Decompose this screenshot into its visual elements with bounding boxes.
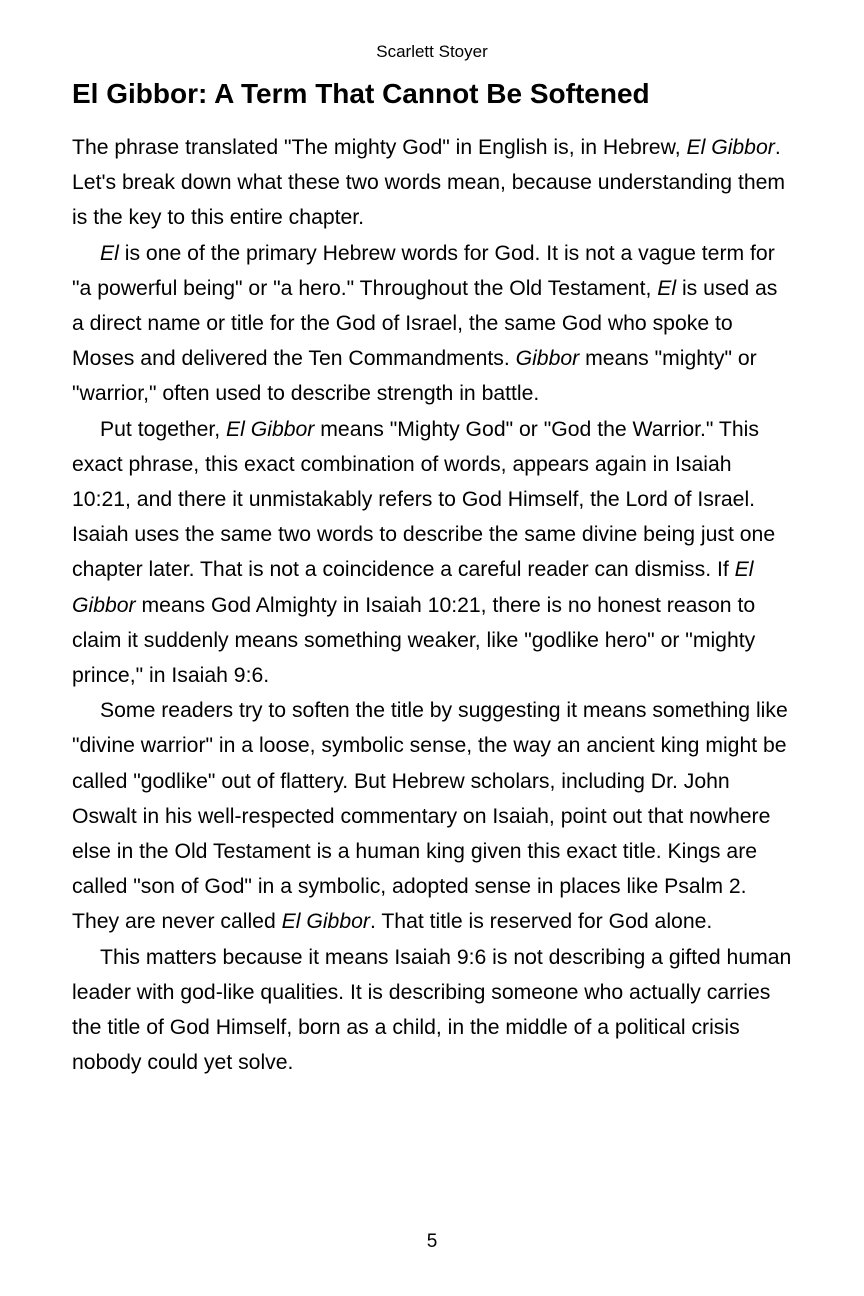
italic-term: Gibbor bbox=[515, 347, 580, 371]
paragraph: Some readers try to soften the title by suggesting it means something like "divine warrior" in a loose, symbolic sense, the way an ancient king might be called "godlike" out of flattery. But Hebrew scholars, including Dr. John Oswalt in his well-respected commentary on Isaiah, point out that nowhere else in the Old Testament is a human king given this exact title. Kings are called "son of God" in a symbolic, adopted sense in places like Psalm 2. They are never called El Gibbor. That title is reserved for God alone. bbox=[72, 699, 788, 934]
italic-term: El bbox=[100, 241, 119, 265]
paragraph: El is one of the primary Hebrew words for God. It is not a vague term for "a powerful being" or "a hero." Throughout the Old Testament, El is used as a direct name or title for the God of Israel, the same God who spoke to Moses and delivered the Ten Commandments. Gibbor means "mighty" or "warrior," often used to describe strength in battle. bbox=[72, 241, 778, 406]
paragraph: This matters because it means Isaiah 9:6 is not describing a gifted human leader with god-like qualities. It is describing someone who actually carries the title of God Himself, born as a child, in the middle of a political crisis nobody could yet solve. bbox=[72, 945, 792, 1075]
chapter-title: El Gibbor: A Term That Cannot Be Softened bbox=[72, 78, 650, 109]
running-head-author: Scarlett Stoyer bbox=[376, 42, 488, 61]
page-number: 5 bbox=[426, 1231, 438, 1252]
italic-term: El Gibbor bbox=[281, 910, 370, 934]
italic-term: El bbox=[657, 276, 677, 300]
page-content bbox=[72, 76, 792, 1080]
chapter-body bbox=[72, 130, 792, 1080]
italic-term: El Gibbor bbox=[72, 558, 754, 617]
italic-term: El Gibbor bbox=[226, 417, 315, 441]
paragraph: Put together, El Gibbor means "Mighty God" or "God the Warrior." This exact phrase, this exact combination of words, appears again in Isaiah 10:21, and there it unmistakably refers to God Himself, the Lord of Israel. Isaiah uses the same two words to describe the same divine being just one chapter later. That is not a coincidence a careful reader can dismiss. If El Gibbor means God Almighty in Isaiah 10:21, there is no honest reason to claim it suddenly means something weaker, like "godlike hero" or "mighty prince," in Isaiah 9:6. bbox=[72, 417, 776, 688]
italic-term: El Gibbor bbox=[686, 136, 775, 159]
paragraph: The phrase translated "The mighty God" in English is, in Hebrew, El Gibbor. Let's break down what these two words mean, because understanding them is the key to this entire chapter. bbox=[72, 136, 786, 230]
